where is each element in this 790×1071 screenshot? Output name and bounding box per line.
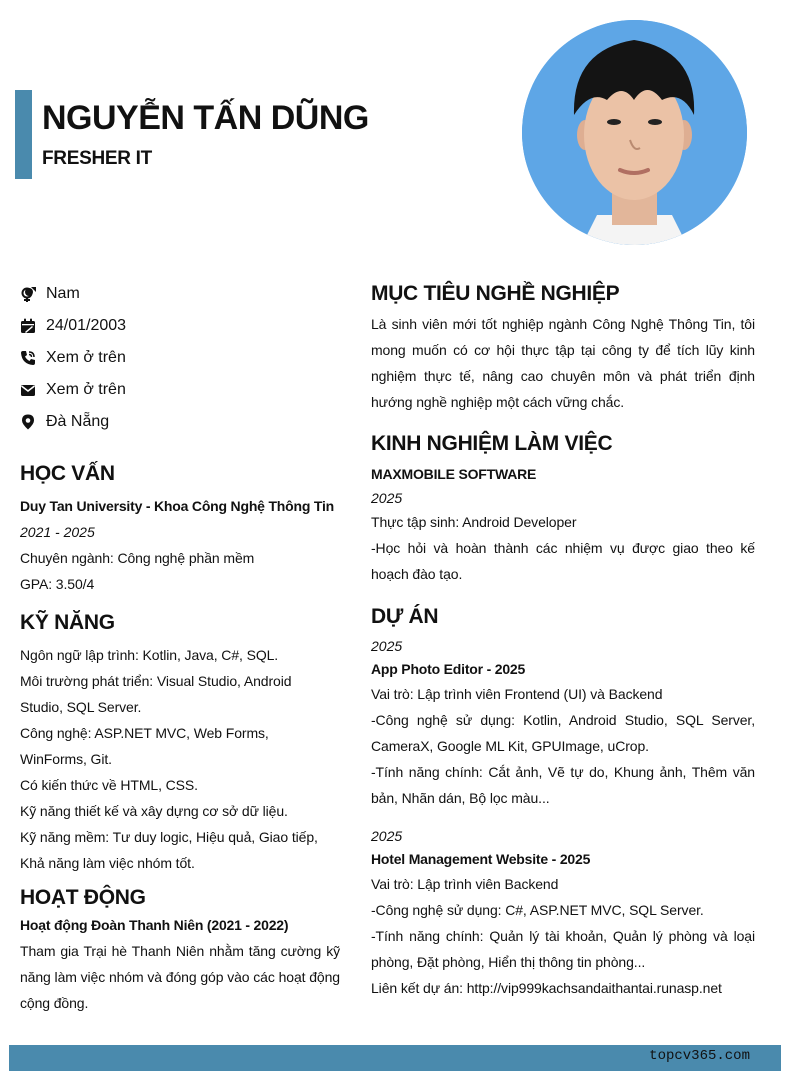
contact-list bbox=[20, 278, 340, 438]
education-gpa: GPA: 3.50/4 bbox=[20, 576, 95, 592]
project-item bbox=[371, 635, 755, 811]
footer-bar bbox=[9, 1045, 781, 1071]
contact-email-value: Xem ở trên bbox=[46, 381, 126, 398]
project-features: -Tính năng chính: Quản lý tài khoản, Quản lý phòng và loại phòng, Đặt phòng, Hiển thị thông tin phòng... bbox=[371, 928, 755, 970]
avatar-photo bbox=[522, 20, 747, 245]
skill-item: Công nghệ: ASP.NET MVC, Web Forms, WinForms, Git. bbox=[20, 725, 269, 767]
project-role: Vai trò: Lập trình viên Backend bbox=[371, 876, 559, 892]
project-year: 2025 bbox=[371, 638, 403, 654]
project-name: Hotel Management Website - 2025 bbox=[371, 851, 591, 867]
contact-gender bbox=[20, 278, 340, 310]
location-icon bbox=[20, 414, 36, 430]
education-period: 2021 - 2025 bbox=[20, 524, 95, 540]
email-icon bbox=[20, 382, 36, 398]
project-item bbox=[371, 825, 755, 1001]
right-column bbox=[371, 280, 755, 1001]
objective-section bbox=[371, 280, 755, 415]
project-role: Vai trò: Lập trình viên Frontend (UI) và Backend bbox=[371, 686, 663, 702]
education-section bbox=[20, 460, 340, 597]
avatar bbox=[522, 20, 747, 245]
contact-location bbox=[20, 406, 340, 438]
contact-phone-value: Xem ở trên bbox=[46, 349, 126, 366]
contact-gender-value: Nam bbox=[46, 285, 80, 302]
objective-title: MỤC TIÊU NGHỀ NGHIỆP bbox=[371, 282, 620, 305]
activity-description: Tham gia Trại hè Thanh Niên nhằm tăng cường kỹ năng làm việc nhóm và đóng góp vào các hoạt động cộng đồng. bbox=[20, 943, 340, 1011]
header-accent-bar bbox=[15, 90, 32, 179]
contact-location-value: Đà Nẵng bbox=[46, 413, 110, 430]
education-school: Duy Tan University - Khoa Công Nghệ Thông Tin bbox=[20, 498, 335, 514]
contact-birthday bbox=[20, 310, 340, 342]
skill-item: Kỹ năng mềm: Tư duy logic, Hiệu quả, Giao tiếp, Khả năng làm việc nhóm tốt. bbox=[20, 829, 318, 871]
contact-phone[interactable] bbox=[20, 342, 340, 374]
activities-title: HOẠT ĐỘNG bbox=[20, 886, 146, 909]
skill-item: Môi trường phát triển: Visual Studio, Android Studio, SQL Server. bbox=[20, 673, 292, 715]
activity-name: Hoạt động Đoàn Thanh Niên (2021 - 2022) bbox=[20, 917, 289, 933]
left-column bbox=[20, 278, 340, 1016]
projects-section bbox=[371, 603, 755, 1001]
skills-section bbox=[20, 609, 340, 876]
projects-title: DỰ ÁN bbox=[371, 605, 439, 628]
skill-item: Kỹ năng thiết kế và xây dựng cơ sở dữ liệu. bbox=[20, 803, 288, 819]
education-major: Chuyên ngành: Công nghệ phần mềm bbox=[20, 550, 255, 566]
candidate-name: NGUYỄN TẤN DŨNG bbox=[42, 99, 369, 137]
skill-item: Ngôn ngữ lập trình: Kotlin, Java, C#, SQL. bbox=[20, 647, 279, 663]
objective-text: Là sinh viên mới tốt nghiệp ngành Công Nghệ Thông Tin, tôi mong muốn có cơ hội thực tập tại công ty để tích lũy kinh nghiệm thực tế, nâng cao chuyên môn và phát triển định hướng nghề nghiệp một cách vững chắc. bbox=[371, 316, 755, 410]
project-tech: -Công nghệ sử dụng: Kotlin, Android Studio, SQL Server, CameraX, Google ML Kit, GPUImage, uCrop. bbox=[371, 712, 755, 754]
contact-email[interactable] bbox=[20, 374, 340, 406]
contact-birthday-value: 24/01/2003 bbox=[46, 317, 127, 334]
skill-item: Có kiến thức về HTML, CSS. bbox=[20, 777, 198, 793]
experience-company: MAXMOBILE SOFTWARE bbox=[371, 466, 537, 482]
experience-role: Thực tập sinh: Android Developer bbox=[371, 514, 577, 530]
experience-title: KINH NGHIỆM LÀM VIỆC bbox=[371, 432, 613, 455]
project-name: App Photo Editor - 2025 bbox=[371, 661, 526, 677]
phone-icon bbox=[20, 350, 36, 366]
skills-title: KỸ NĂNG bbox=[20, 611, 115, 634]
project-tech: -Công nghệ sử dụng: C#, ASP.NET MVC, SQL Server. bbox=[371, 902, 704, 918]
experience-year: 2025 bbox=[371, 490, 403, 506]
candidate-position: FRESHER IT bbox=[42, 148, 152, 169]
education-title: HỌC VẤN bbox=[20, 462, 115, 485]
gender-icon bbox=[20, 286, 36, 302]
project-link[interactable]: Liên kết dự án: http://vip999kachsandaithantai.runasp.net bbox=[371, 980, 722, 996]
experience-section bbox=[371, 430, 755, 587]
project-year: 2025 bbox=[371, 828, 403, 844]
activities-section bbox=[20, 884, 340, 1016]
calendar-icon bbox=[20, 318, 36, 334]
project-features: -Tính năng chính: Cắt ảnh, Vẽ tự do, Khung ảnh, Thêm văn bản, Nhãn dán, Bộ lọc màu... bbox=[371, 764, 755, 806]
footer-brand[interactable]: topcv365.com bbox=[649, 1048, 750, 1064]
experience-description: -Học hỏi và hoàn thành các nhiệm vụ được giao theo kế hoạch đào tạo. bbox=[371, 540, 755, 582]
